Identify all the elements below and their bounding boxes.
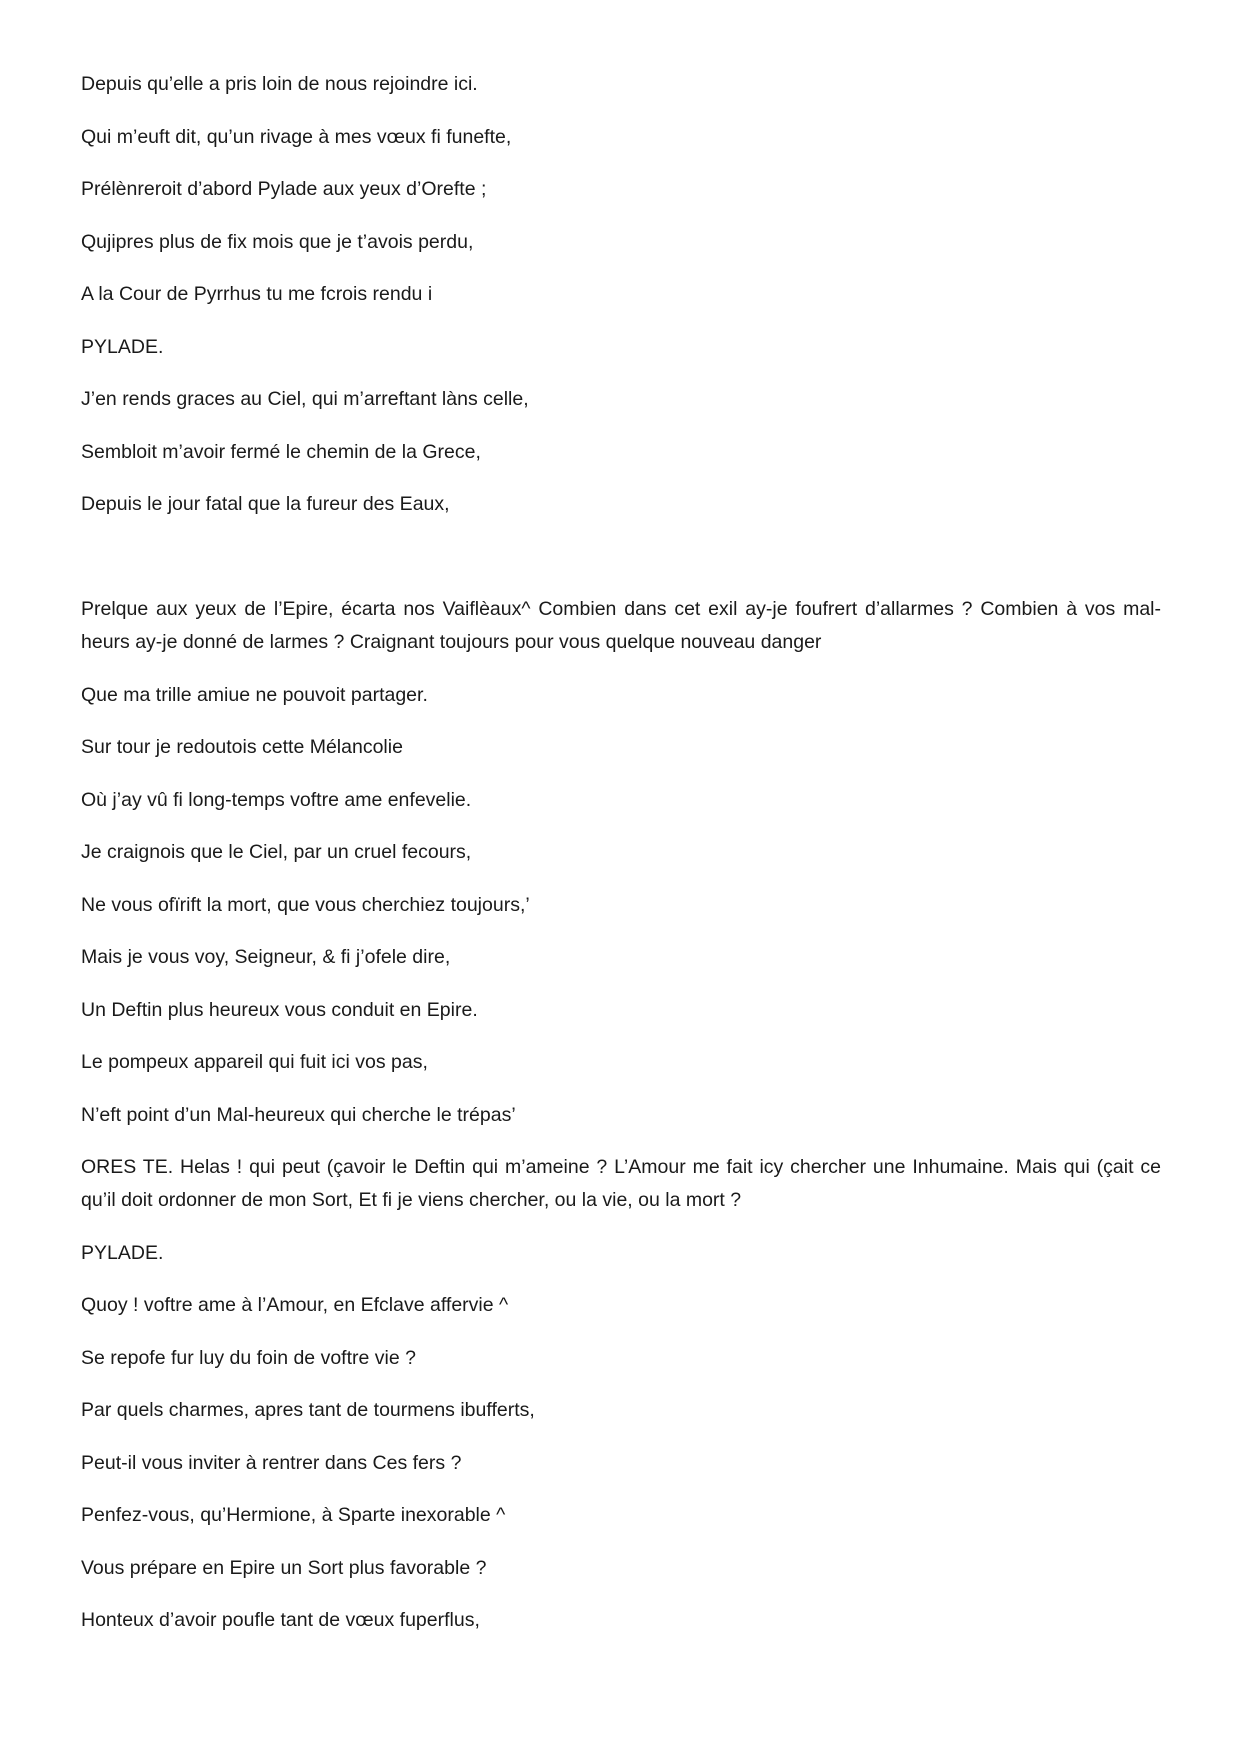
verse-line: Depuis le jour fatal que la fureur des Eaux,: [81, 493, 450, 515]
verse-paragraph: ORES TE. Helas ! qui peut (çavoir le Deftin qui m’ameine ? L’Amour me fait icy chercher une Inhumaine. Mais qui (çait ce qu’il doit ordonner de mon Sort, Et fi je viens chercher, ou la vie, ou la mort ?: [81, 1156, 1161, 1211]
blank-gap: [81, 541, 1161, 574]
verse-line: Que ma trille amiue ne pouvoit partager.: [81, 683, 428, 706]
verse-line: Par quels charmes, apres tant de tourmens ibufferts,: [81, 1399, 535, 1421]
verse-line: Penfez-vous, qu’Hermione, à Sparte inexorable ^: [81, 1504, 506, 1526]
verse-line: Depuis qu’elle a pris loin de nous rejoindre ici.: [81, 73, 478, 95]
verse-line: Mais je vous voy, Seigneur, & fi j’ofele dire,: [81, 946, 451, 968]
verse-line: N’eft point d’un Mal-heureux qui cherche le trépas’: [81, 1103, 516, 1126]
verse-line: Qujipres plus de fix mois que je t’avois perdu,: [81, 230, 474, 253]
speaker-name: PYLADE.: [81, 335, 164, 358]
verse-line: Un Deftin plus heureux vous conduit en Epire.: [81, 998, 478, 1021]
verse-line: A la Cour de Pyrrhus tu me fcrois rendu i: [81, 283, 433, 305]
verse-line: Prélènreroit d’abord Pylade aux yeux d’Orefte ;: [81, 178, 487, 200]
verse-line: Honteux d’avoir poufle tant de vœux fuperflus,: [81, 1609, 480, 1631]
verse-line: Ne vous ofïrift la mort, que vous cherchiez toujours,’: [81, 893, 530, 916]
verse-line: Sembloit m’avoir fermé le chemin de la Grece,: [81, 440, 481, 463]
verse-line: Qui m’euft dit, qu’un rivage à mes vœux fi funefte,: [81, 125, 512, 148]
document-page: [81, 68, 1161, 1657]
verse-line: Le pompeux appareil qui fuit ici vos pas,: [81, 1051, 428, 1073]
verse-line: J’en rends graces au Ciel, qui m’arreftant làns celle,: [81, 388, 529, 410]
verse-line: Je craignois que le Ciel, par un cruel fecours,: [81, 841, 472, 863]
verse-line: Où j’ay vû fi long-temps voftre ame enfevelie.: [81, 788, 472, 811]
verse-paragraph: Prelque aux yeux de l’Epire, écarta nos Vaiflèaux^ Combien dans cet exil ay-je foufrert d’allarmes ? Combien à vos mal-heurs ay-je donné de larmes ? Craignant toujours pour vous quelque nouveau danger: [81, 598, 1161, 653]
verse-line: Sur tour je redoutois cette Mélancolie: [81, 736, 403, 758]
verse-line: Peut-il vous inviter à rentrer dans Ces fers ?: [81, 1451, 462, 1474]
verse-line: Quoy ! voftre ame à l’Amour, en Efclave affervie ^: [81, 1294, 509, 1316]
speaker-name: PYLADE.: [81, 1241, 164, 1264]
verse-line: Se repofe fur luy du foin de voftre vie ?: [81, 1346, 416, 1369]
verse-line: Vous prépare en Epire un Sort plus favorable ?: [81, 1556, 487, 1579]
